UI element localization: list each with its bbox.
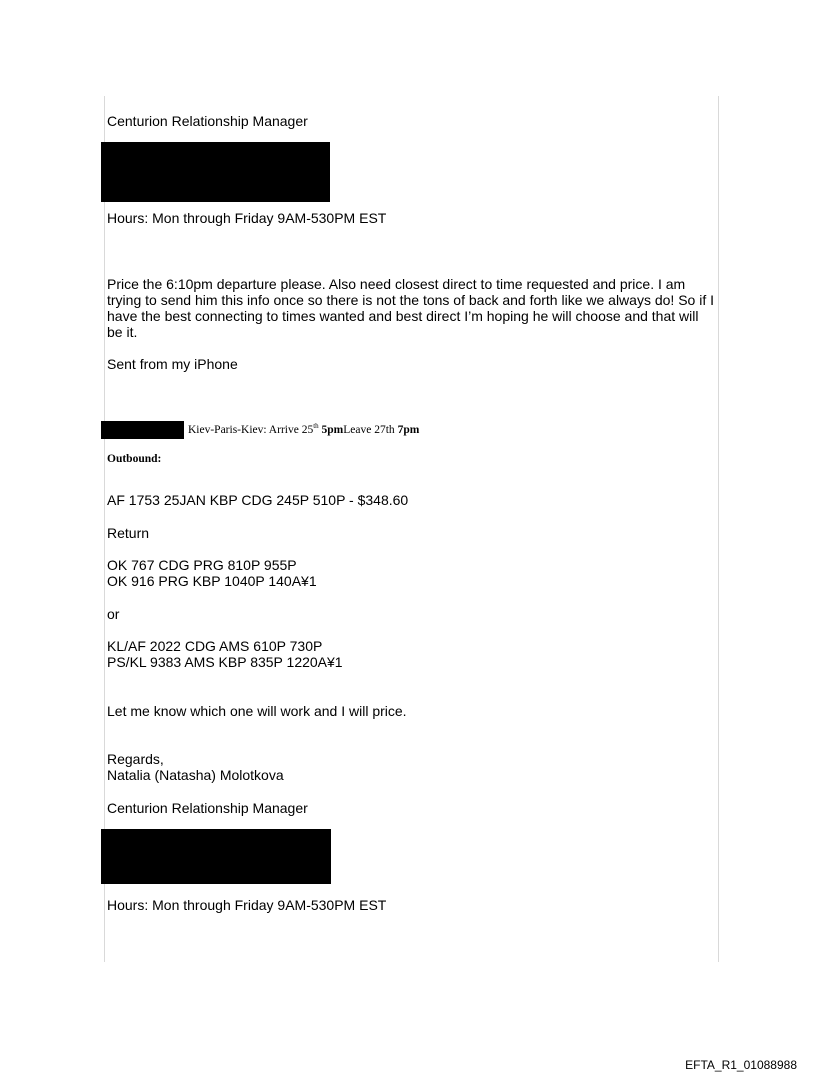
closing-line: Let me know which one will work and I will price. — [107, 703, 407, 719]
outbound-flight-line: AF 1753 25JAN KBP CDG 245P 510P - $348.60 — [107, 492, 409, 508]
option1-flight-line: OK 767 CDG PRG 810P 955P — [107, 557, 297, 573]
outbound-label: Outbound: — [107, 453, 162, 465]
document-id: EFTA_R1_01088988 — [685, 1058, 797, 1072]
signature-hours-bottom: Hours: Mon through Friday 9AM-530PM EST — [107, 897, 387, 913]
option2-flight-line: KL/AF 2022 CDG AMS 610P 730P — [107, 638, 323, 654]
arrive-day-suffix: th — [313, 422, 319, 431]
itinerary-route: Kiev-Paris-Kiev: Arrive 25 — [188, 424, 314, 436]
signature-title-top: Centurion Relationship Manager — [107, 113, 308, 129]
option1-flight-line: OK 916 PRG KBP 1040P 140A¥1 — [107, 573, 317, 589]
redaction-block — [101, 829, 331, 884]
itinerary-header — [188, 422, 419, 438]
leave-time: 7pm — [397, 424, 420, 436]
sender-name: Natalia (Natasha) Molotkova — [107, 767, 284, 783]
message-body: Price the 6:10pm departure please. Also need closest direct to time requested and price. I am trying to send him this info once so there is not the tons of back and forth like we always do! So if I have the best connecting to times wanted and best direct I’m hoping he will choose and that will be it. — [107, 276, 714, 340]
leave-text: Leave 27th — [343, 424, 398, 436]
regards-line: Regards, — [107, 751, 164, 767]
redaction-block — [101, 421, 184, 439]
or-label: or — [107, 606, 120, 622]
arrive-time: 5pm — [321, 424, 344, 436]
redaction-block — [101, 142, 330, 202]
signature-hours-top: Hours: Mon through Friday 9AM-530PM EST — [107, 210, 387, 226]
signature-title-bottom: Centurion Relationship Manager — [107, 800, 308, 816]
sent-from-line: Sent from my iPhone — [107, 356, 238, 372]
return-label: Return — [107, 525, 150, 541]
right-margin-rule — [718, 96, 719, 962]
option2-flight-line: PS/KL 9383 AMS KBP 835P 1220A¥1 — [107, 654, 343, 670]
